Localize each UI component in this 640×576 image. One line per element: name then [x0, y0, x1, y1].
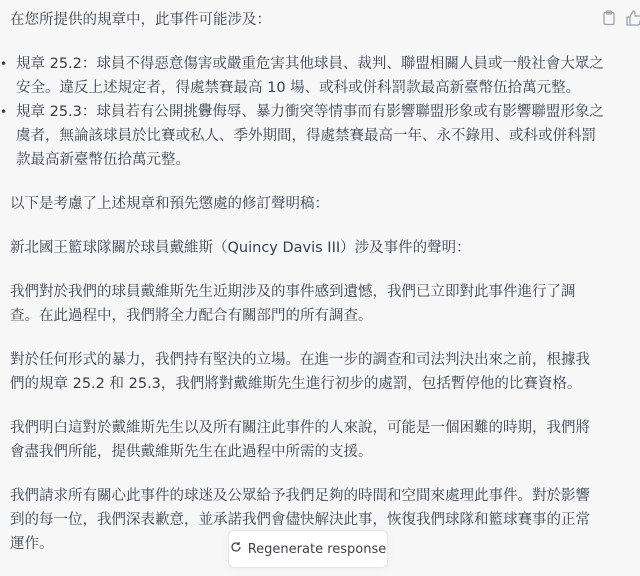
text-line: 款最高新臺幣伍拾萬元整。 [16, 152, 190, 168]
text-line: 運作。 [10, 536, 54, 552]
statement-paragraph [10, 416, 610, 464]
text-line: • 規章 25.3：球員若有公開挑釁侮辱、暴力衝突等情事而有影響聯盟形象或有影響聯盟形象之 [16, 104, 604, 120]
statement-paragraph [10, 348, 610, 396]
text-line: 安全。違反上述規定者，得處禁賽最高 10 場、或科或併科罰款最高新臺幣伍拾萬元整。 [16, 80, 581, 96]
refresh-icon [230, 541, 242, 557]
list-item [10, 100, 610, 172]
text-line: 們的規章 25.2 和 25.3，我們將對戴維斯先生進行初步的處罰，包括暫停他的比賽資格。 [10, 376, 582, 392]
statement-paragraph [10, 236, 610, 260]
text-line: 我們請求所有關心此事件的球迷及公眾給予我們足夠的時間和空間來處理此事件。對於影響 [10, 488, 590, 504]
text-line: 我們對於我們的球員戴維斯先生近期涉及的事件感到遺憾，我們已立即對此事件進行了調 [10, 284, 576, 300]
text-line: 對於任何形式的暴力，我們持有堅決的立場。在進一步的調查和司法判決出來之前，根據我 [10, 352, 590, 368]
rules-list [10, 52, 610, 172]
list-item [10, 52, 610, 100]
text-line: 以下是考慮了上述規章和預先懲處的修訂聲明稿： [10, 196, 329, 212]
text-line: 會盡我們所能，提供戴維斯先生在此過程中所需的支援。 [10, 444, 373, 460]
text-line: 新北國王籃球隊關於球員戴維斯（Quincy Davis III）涉及事件的聲明： [10, 240, 471, 256]
text-line: 我們明白這對於戴維斯先生以及所有關注此事件的人來說，可能是一個困難的時期，我們將 [10, 420, 590, 436]
text-line: 在您所提供的規章中，此事件可能涉及： [10, 12, 271, 28]
statement-paragraph [10, 280, 610, 328]
text-line: 查。在此過程中，我們將全力配合有關部門的所有調查。 [10, 308, 373, 324]
text-line: 到的每一位，我們深表歉意，並承諾我們會儘快解決此事，恢復我們球隊和籃球賽事的正常 [10, 512, 590, 528]
regenerate-response-button[interactable] [228, 530, 388, 568]
regenerate-label: Regenerate response [247, 541, 387, 557]
intro-paragraph [10, 8, 610, 32]
text-line: • 規章 25.2：球員不得惡意傷害或嚴重危害其他球員、裁判、聯盟相關人員或一般社會大眾之 [16, 56, 604, 72]
assistant-message [10, 8, 610, 576]
text-line: 虞者，無論該球員於比賽或私人、季外期間，得處禁賽最高一年、永不錄用、或科或併科罰 [16, 128, 596, 144]
thumbs-up-icon[interactable] [626, 10, 640, 26]
statement-paragraph [10, 192, 610, 216]
